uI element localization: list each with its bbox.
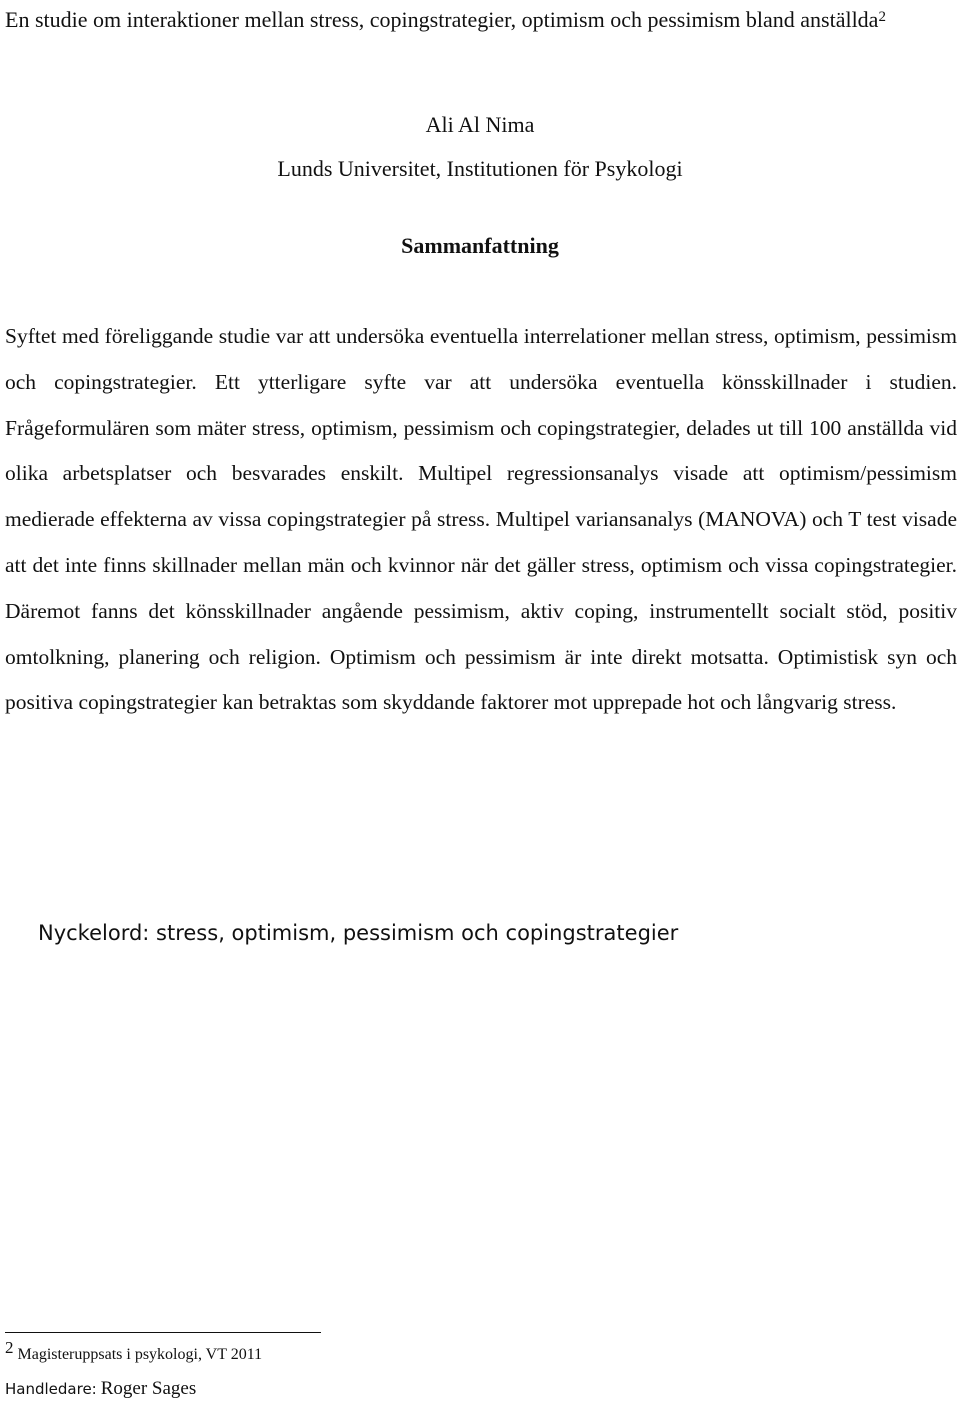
keywords: Nyckelord: stress, optimism, pessimism och copingstrategier (38, 921, 679, 945)
author-affiliation: Lunds Universitet, Institutionen för Psykologi (277, 156, 683, 181)
paper-title (5, 0, 955, 40)
abstract-heading: Sammanfattning (401, 233, 559, 258)
footnote (5, 1338, 905, 1367)
supervisor-name: Roger Sages (100, 1378, 197, 1399)
footnote-mark: 2 (5, 1338, 14, 1357)
footnote-text: Magisteruppsats i psykologi, VT 2011 (17, 1346, 263, 1363)
supervisor-label: Handledare: (5, 1380, 97, 1398)
abstract-text: Syftet med föreliggande studie var att undersöka eventuella interrelationer mellan stress, optimism, pessimism och copingstrategier. Ett ytterligare syfte var att undersöka eventuella könsskillnader i studien. Frågeformulären som mäter stress, optimism, pessimism och copingstrategier, delades ut till 100 anställda vid olika arbetsplatser och besvarades enskilt. Multipel regressionsanalys visade att optimism/pessimism medierade effekterna av vissa copingstrategier på stress. Multipel variansanalys (MANOVA) och T test visade att det inte finns skillnader mellan män och kvinnor när det gäller stress, optimism och vissa copingstrategier. Däremot fanns det könsskillnader angående pessimism, aktiv coping, instrumentellt socialt stöd, positiv omtolkning, planering och religion. Optimism och pessimism är inte direkt motsatta. Optimistisk syn och positiva copingstrategier kan betraktas som skyddande faktorer mot upprepade hot och långvarig stress. (5, 324, 957, 715)
title-footnote-mark: 2 (878, 9, 886, 25)
paper-title-text: En studie om interaktioner mellan stress, copingstrategier, optimism och pessimism bland anställda (5, 7, 879, 32)
supervisor-line (5, 1376, 905, 1403)
author-name: Ali Al Nima (425, 112, 535, 137)
footnote-divider (5, 1332, 321, 1333)
